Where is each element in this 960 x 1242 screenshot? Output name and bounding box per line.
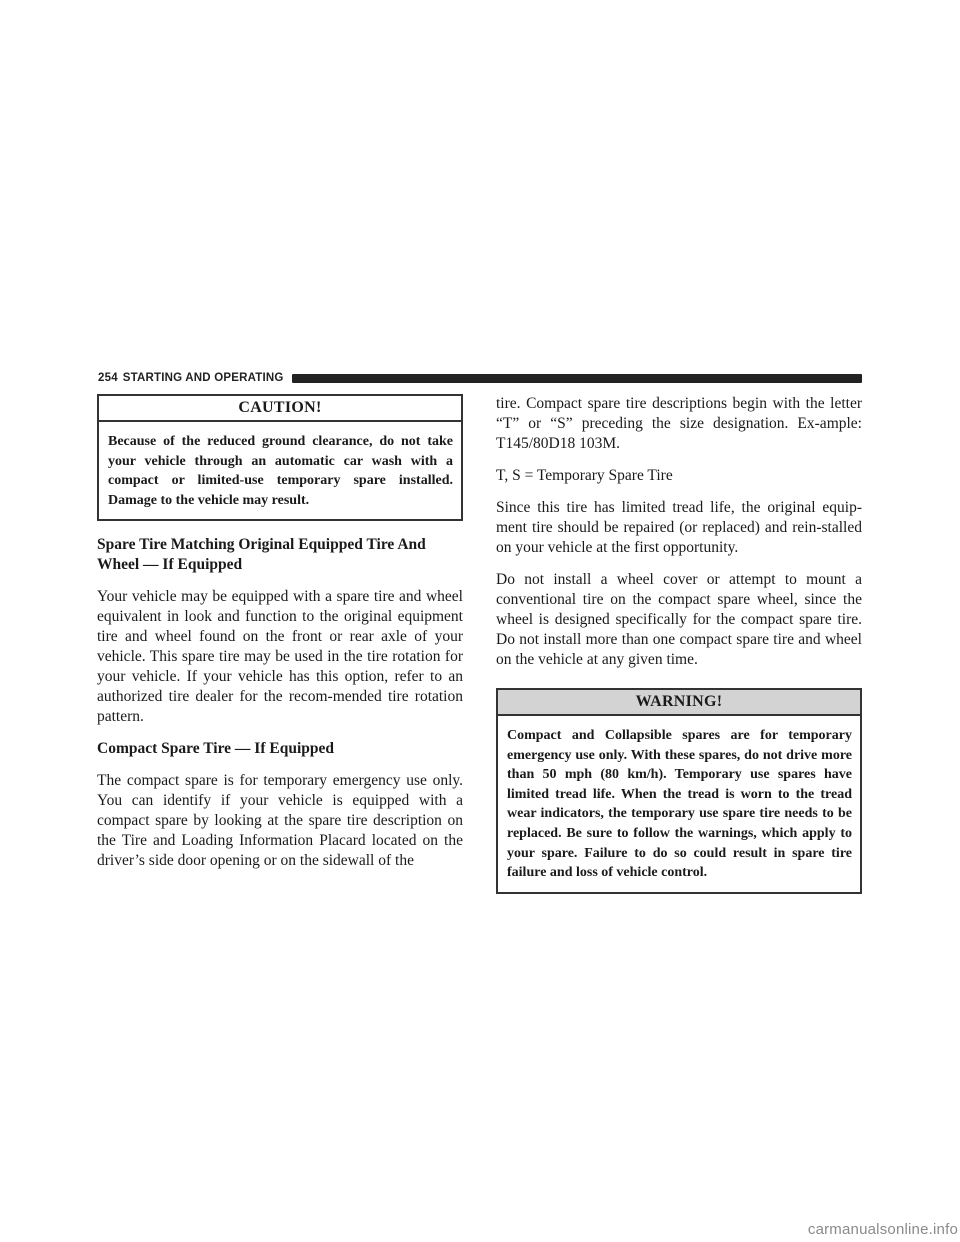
section-title: STARTING AND OPERATING	[122, 372, 284, 384]
caution-title: CAUTION!	[99, 396, 461, 422]
paragraph-tread-life: Since this tire has limited tread life, the original equip-ment tire should be repaired (or replaced) and rein-stalled on your vehicle at the first opportunity.	[496, 499, 862, 556]
left-column	[97, 394, 463, 883]
caution-box	[97, 394, 463, 521]
page-header	[98, 371, 862, 385]
watermark: carmanualsonline.info	[807, 1221, 958, 1238]
heading-compact-spare: Compact Spare Tire — If Equipped	[97, 740, 334, 758]
warning-box	[496, 688, 862, 894]
header-rule	[292, 374, 862, 383]
page-number: 254	[98, 372, 118, 384]
heading-matching-spare: Spare Tire Matching Original Equipped Tire And Wheel — If Equipped	[97, 536, 426, 574]
paragraph-temporary-spare: T, S = Temporary Spare Tire	[496, 467, 673, 484]
caution-text: Because of the reduced ground clearance, do not take your vehicle through an automatic car wash with a compact or limited-use temporary spare installed. Damage to the vehicle may result.	[108, 434, 453, 508]
right-column	[496, 394, 862, 908]
paragraph-wheel-cover: Do not install a wheel cover or attempt to mount a conventional tire on the compact spare wheel, since the wheel is designed specifically for the compact spare tire. Do not install more than one compact spare tire and wheel on the vehicle at any given time.	[496, 571, 862, 668]
paragraph-tire-description: tire. Compact spare tire descriptions begin with the letter “T” or “S” preceding the size designation. Ex-ample: T145/80D18 103M.	[496, 395, 862, 452]
paragraph-matching-spare: Your vehicle may be equipped with a spare tire and wheel equivalent in look and function to the original equipment tire and wheel found on the front or rear axle of your vehicle. This spare tire may be used in the tire rotation for your vehicle. If your vehicle has this option, refer to an authorized tire dealer for the recom-mended tire rotation pattern.	[97, 588, 463, 726]
warning-title: WARNING!	[498, 690, 860, 716]
warning-text: Compact and Collapsible spares are for temporary emergency use only. With these spares, do not drive more than 50 mph (80 km/h). Temporary use spares have limited tread life. When the tread is worn to the tread wear indicators, the temporary use spare tire needs to be replaced. Be sure to follow the warnings, which apply to your spare. Failure to do so could result in spare tire failure and loss of vehicle control.	[507, 728, 852, 881]
paragraph-compact-spare: The compact spare is for temporary emergency use only. You can identify if your vehicle is equipped with a compact spare by looking at the spare tire description on the Tire and Loading Information Placard located on the driver’s side door opening or on the sidewall of the	[97, 772, 463, 870]
